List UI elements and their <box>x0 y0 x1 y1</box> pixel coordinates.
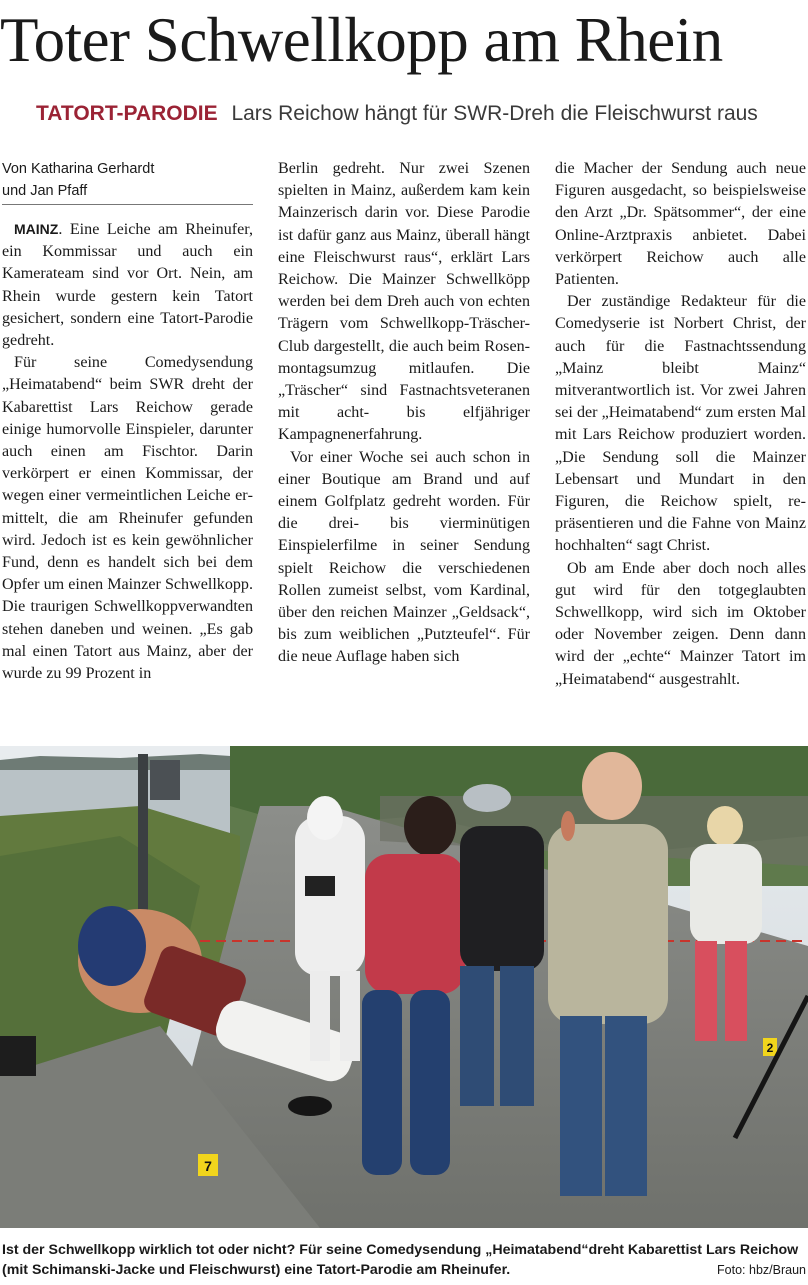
evidence-marker-2 <box>763 1038 777 1056</box>
photo-credit: Foto: hbz/Braun <box>717 1263 806 1277</box>
headline: Toter Schwellkopp am Rhein <box>0 5 723 75</box>
person-cap <box>460 784 544 1106</box>
svg-text:7: 7 <box>204 1158 212 1174</box>
photo-illustration <box>0 746 808 1228</box>
dateline: MAINZ <box>14 221 59 237</box>
photo-caption <box>2 1240 808 1280</box>
caption-text: Ist der Schwellkopp wirklich tot oder nicht? Für seine Comedysendung „Heimatabend“dreht Kabarettist Lars Reichow (mit Schimanski-Jacke und Fleischwurst) eine Tatort-Parodie am Rheinufer. <box>2 1242 799 1278</box>
article-column-2 <box>278 158 530 669</box>
deck: Lars Reichow hängt für SWR-Dreh die Fleischwurst raus <box>231 102 758 125</box>
article-column-3 <box>555 158 806 691</box>
byline-line-1: Von Katharina Gerhardt <box>2 161 155 177</box>
article-column-1 <box>2 158 253 685</box>
lamp-post <box>138 754 148 934</box>
paragraph-3: Berlin gedreht. Nur zwei Szenen spielten in Mainz, außerdem kam kein Mainzerisch darin vor. Diese Parodie ist dafür ganz aus Mainz, überall hängt eine Fleischwurst raus“, erklärt Lars Reichow. Die Mainzer Schwellköpp werden bei dem Dreh auch von echten Trägern vom Schwellkopp-Träscher-Club dargestellt, die auch beim Rosenmontagsumzug mitlaufen. Die „Träscher“ sind Fastnachtsveteranen mit acht- bis elfjähriger Kampagnenerfahrung. <box>278 160 530 444</box>
svg-text:2: 2 <box>766 1041 774 1055</box>
fleischwurst <box>561 811 575 841</box>
article-photo <box>0 746 808 1228</box>
paragraph-1-text: . Eine Leiche am Rheinufer, ein Kommissar und auch ein Kamerateam sind vor Ort. Nein, am Rhein wurde gestern kein Tatort gesichert, sondern eine Tatort-Parodie gedreht. <box>2 221 253 350</box>
paragraph-6: Der zuständige Redakteur für die Comedyserie ist Norbert Christ, der auch für die Fastnachtssendung „Mainz bleibt Mainz“ mitverantwortlich ist. Vor zwei Jahren sei der „Heimatabend“ zum ersten Mal mit Lars Reichow produziert worden. „Die Sendung soll die Mainzer Lebensart und Mundart in den Figuren, die Reichow spielt, repräsentieren und die Fahne von Mainz hochhalten“ sagt Christ. <box>555 293 806 555</box>
kicker: TATORT-PARODIE <box>36 102 218 125</box>
paragraph-7: Ob am Ende aber doch noch alles gut wird für den totgeglaubten Schwellkopp, wird sich im Oktober oder November zeigen. Denn dann wird der „echte“ Mainzer Tatort im „Heimatabend“ ausgestrahlt. <box>555 559 806 688</box>
byline-line-2: und Jan Pfaff <box>2 183 88 199</box>
paragraph-4: Vor einer Woche sei auch schon in einer Boutique am Brand und auf einem Golfplatz gedreht worden. Für die drei- bis vierminütigen Einspielerfilme in seiner Sendung spielt Reichow die verschiedenen Rollen zumeist selbst, vom Kardinal, über den reichen Mainzer „Geldsack“, bis zum weiblichen „Putzteufel“. Für die neue Auflage haben sich <box>278 448 530 666</box>
evidence-marker-7 <box>198 1154 218 1176</box>
paragraph-5: die Macher der Sendung auch neue Figuren ausgedacht, so beispielsweise den Arzt „Dr. Spätsommer“, der eine Online-Arztpraxis anbietet. Dabei verkörpert Reichow auch alle Patienten. <box>555 160 806 289</box>
paragraph-1 <box>2 218 253 352</box>
paragraph-2: Für seine Comedysendung „Heimatabend“ beim SWR dreht der Kabarettist Lars Reichow gerade einige humorvolle Einspieler, darunter auch einen am Fischtor. Darin verkörpert er einen Kommissar, der wegen einer vermeintlichen Leiche ermittelt, die am Rheinufer gefunden wird. Jedoch ist es kein gewöhnlicher Fund, denn es handelt sich bei dem Opfer um einen Mainzer Schwellkopp. Die traurigen Schwellkoppverwandten stehen daneben und weinen. „Es gab mal einen Tatort aus Mainz, aber der wurde zu 99 Prozent in <box>2 354 253 683</box>
subheadline <box>36 100 806 128</box>
byline <box>2 158 253 205</box>
